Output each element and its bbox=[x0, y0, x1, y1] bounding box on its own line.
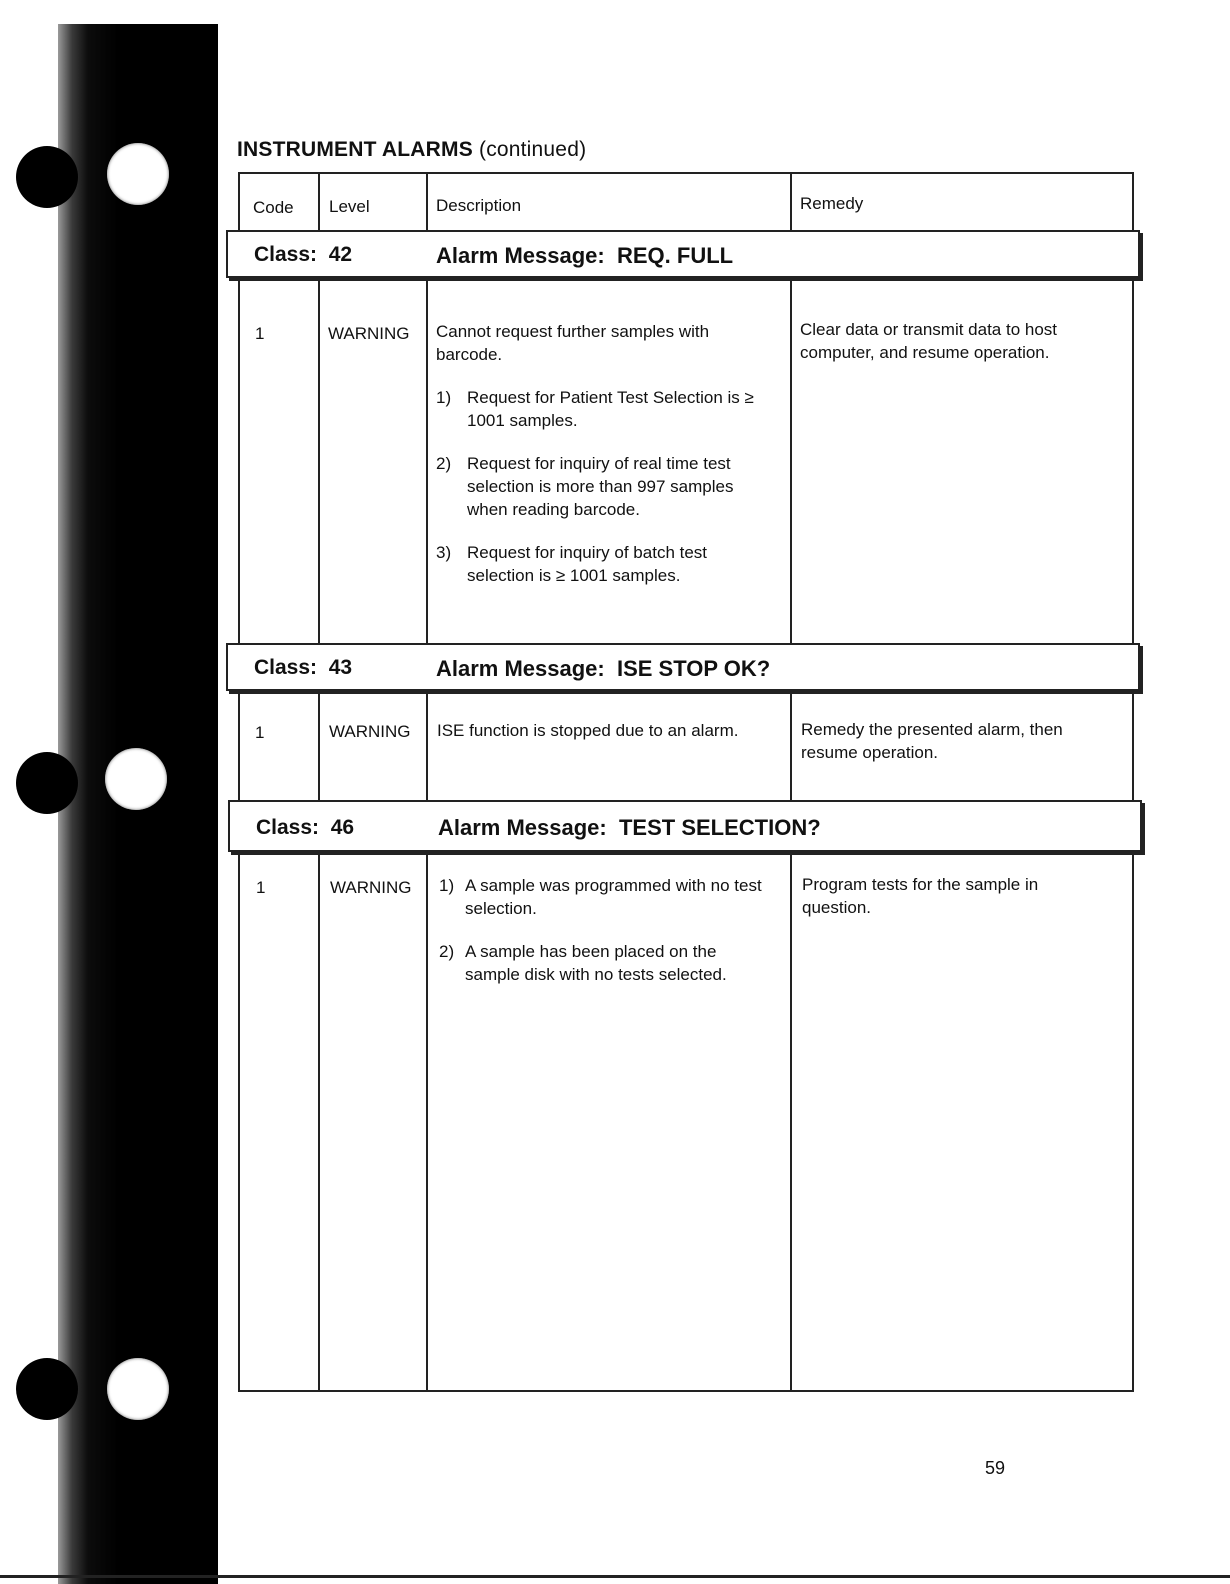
col-divider-code-level bbox=[318, 172, 320, 1390]
class-label: Class: 46 bbox=[256, 816, 355, 839]
binder-hole-2 bbox=[105, 748, 167, 810]
alarm-message-value: ISE STOP OK? bbox=[616, 656, 771, 681]
row-46-remedy: Program tests for the sample in question. bbox=[802, 875, 1039, 917]
col-divider-description-remedy bbox=[790, 172, 792, 1390]
page-heading bbox=[237, 138, 586, 162]
header-level: Level bbox=[329, 197, 370, 216]
page-bottom-edge bbox=[0, 1575, 1230, 1578]
alarm-message: Alarm Message: REQ. FULL bbox=[436, 243, 734, 268]
class-42-bar bbox=[226, 230, 1140, 278]
row-42-code: 1 bbox=[255, 324, 265, 343]
heading-title: INSTRUMENT ALARMS bbox=[237, 138, 473, 161]
class-label: Class: 42 bbox=[254, 243, 353, 266]
class-value: 42 bbox=[328, 243, 353, 266]
row-46-code: 1 bbox=[256, 878, 266, 897]
row-42-remedy: Clear data or transmit data to host computer, and resume operation. bbox=[800, 320, 1058, 362]
class-value: 46 bbox=[330, 816, 355, 839]
class-46-bar bbox=[228, 800, 1142, 852]
binder-hole-dark-1 bbox=[16, 146, 78, 208]
alarm-message: Alarm Message: TEST SELECTION? bbox=[438, 815, 821, 840]
binder-hole-dark-2 bbox=[16, 752, 78, 814]
row-46-level: WARNING bbox=[330, 878, 412, 897]
row-43-code: 1 bbox=[255, 723, 265, 742]
alarm-message-value: TEST SELECTION? bbox=[618, 815, 821, 840]
header-description: Description bbox=[436, 196, 522, 215]
binder-hole-dark-3 bbox=[16, 1358, 78, 1420]
class-label: Class: 43 bbox=[254, 656, 353, 679]
header-code: Code bbox=[253, 198, 294, 217]
alarm-message-value: REQ. FULL bbox=[616, 243, 734, 268]
heading-suffix: (continued) bbox=[479, 138, 587, 161]
row-42-level: WARNING bbox=[328, 324, 410, 343]
binder-hole-3 bbox=[107, 1358, 169, 1420]
row-42-description: Cannot request further samples with barcode. bbox=[436, 322, 710, 364]
row-43-level: WARNING bbox=[329, 722, 411, 741]
alarm-message: Alarm Message: ISE STOP OK? bbox=[436, 656, 771, 681]
col-divider-level-description bbox=[426, 172, 428, 1390]
row-43-remedy: Remedy the presented alarm, then resume operation. bbox=[801, 720, 1063, 762]
binder-hole-1 bbox=[107, 143, 169, 205]
class-value: 43 bbox=[328, 656, 353, 679]
page-number: 59 bbox=[985, 1458, 1006, 1478]
row-43-description: ISE function is stopped due to an alarm. bbox=[437, 721, 739, 740]
class-43-bar bbox=[226, 643, 1140, 691]
header-remedy: Remedy bbox=[800, 194, 864, 213]
